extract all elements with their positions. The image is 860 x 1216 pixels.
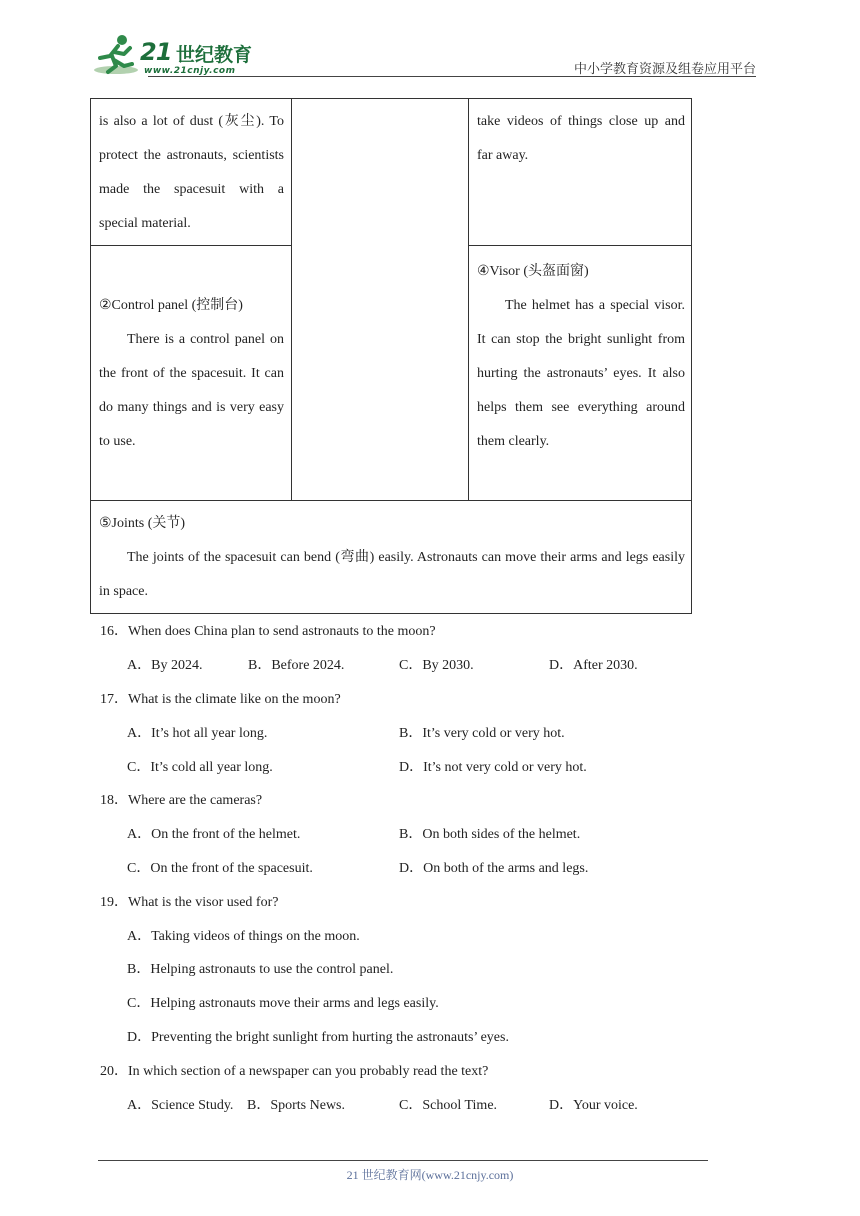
table-divider [468,245,692,246]
option[interactable]: A．Science Study. [127,1098,234,1113]
control-panel-body: There is a control panel on the front of the spacesuit. It can do many things and is very easy to use. [99,332,284,449]
option[interactable]: A．Taking videos of things on the moon. [127,929,360,944]
visor-title: ④Visor (头盔面窗) [477,264,589,279]
table-divider [291,99,292,500]
header-divider [148,76,756,77]
option[interactable]: C．By 2030. [399,658,474,673]
option[interactable]: D．Preventing the bright sunlight from hurting the astronauts’ eyes. [127,1030,509,1045]
table-cell-top-left [99,105,284,241]
table-divider [91,500,692,501]
cell-text: take videos of things close up and far away. [477,114,685,163]
question-text: When does China plan to send astronauts to the moon? [128,624,436,639]
option[interactable]: B．It’s very cold or very hot. [399,726,565,741]
question-17 [100,690,341,710]
question-18 [100,791,262,811]
question-20 [100,1062,488,1082]
joints-title: ⑤Joints (关节) [99,516,186,531]
option[interactable]: B．Sports News. [247,1098,346,1113]
logo-text: 世纪教育 [176,44,253,66]
table-divider [91,245,291,246]
page-header [92,30,756,78]
option[interactable]: A．It’s hot all year long. [127,726,268,741]
question-text: Where are the cameras? [128,793,263,808]
table-cell-top-right [477,105,685,173]
footer-divider [98,1160,708,1161]
option[interactable]: C．Helping astronauts move their arms and legs easily. [127,996,439,1011]
question-19 [100,893,278,913]
option[interactable]: D．After 2030. [549,658,638,673]
option[interactable]: B．On both sides of the helmet. [399,827,581,842]
option[interactable]: B．Helping astronauts to use the control panel. [127,962,394,977]
table-divider [468,99,469,500]
option[interactable]: D．It’s not very cold or very hot. [399,760,587,775]
option[interactable]: D．On both of the arms and legs. [399,861,589,876]
visor-body: The helmet has a special visor. It can stop the bright sunlight from hurting the astronauts’ eyes. It also helps them see everything around them clearly. [477,298,685,449]
runner-logo-icon [92,32,140,76]
option[interactable]: D．Your voice. [549,1098,638,1113]
question-16 [100,622,436,642]
table-cell-visor [477,255,685,459]
option[interactable]: C．School Time. [399,1098,498,1113]
option[interactable]: C．It’s cold all year long. [127,760,273,775]
page-footer: 21 世纪教育网(www.21cnjy.com) [346,1168,514,1182]
question-number: 18． [100,793,128,808]
question-number: 16． [100,624,128,639]
question-number: 20． [100,1064,128,1079]
option[interactable]: B．Before 2024. [248,658,345,673]
cell-text: is also a lot of dust (灰尘). To protect the astronauts, scientists made the spacesuit with a special material. [99,114,284,231]
question-number: 17． [100,692,128,707]
header-platform-text: 中小学教育资源及组卷应用平台 [573,62,756,77]
logo-number: 21 [140,38,172,66]
question-text: In which section of a newspaper can you probably read the text? [128,1064,489,1079]
logo [92,32,262,76]
joints-body: The joints of the spacesuit can bend (弯曲) easily. Astronauts can move their arms and legs easily in space. [99,550,685,599]
table-cell-control-panel [99,289,284,459]
option[interactable]: A．On the front of the helmet. [127,827,301,842]
option[interactable]: C．On the front of the spacesuit. [127,861,313,876]
logo-url: www.21cnjy.com [144,66,236,76]
spacesuit-table [90,98,692,614]
question-number: 19． [100,895,128,910]
table-cell-joints [99,507,685,609]
question-text: What is the climate like on the moon? [128,692,341,707]
control-panel-title: ②Control panel (控制台) [99,298,243,313]
question-text: What is the visor used for? [128,895,279,910]
option[interactable]: A．By 2024. [127,658,203,673]
